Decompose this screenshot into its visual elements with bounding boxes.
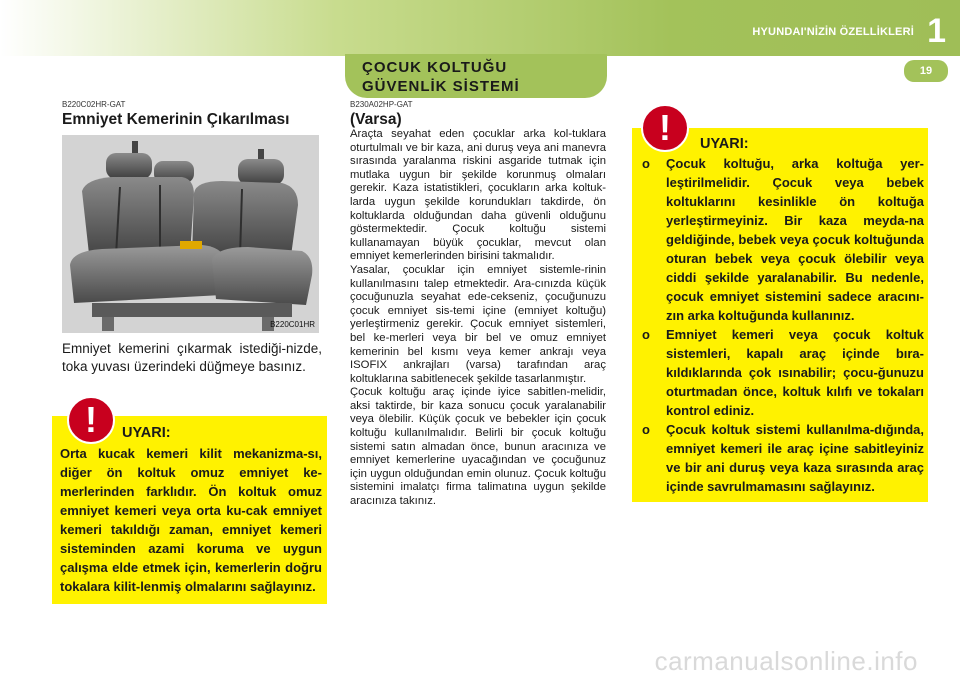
section-title (362, 58, 520, 96)
middle-section-code: B230A02HP-GAT (350, 100, 413, 109)
left-body-text: Emniyet kemerini çıkarmak istediği-nizde, toka yuvası üzerindeki düğmeye basınız. (62, 341, 322, 374)
image-caption: B220C01HR (270, 320, 315, 329)
page-number: 19 (904, 60, 948, 82)
car-seat-icon (62, 135, 319, 333)
left-section-code: B220C02HR-GAT (62, 100, 126, 109)
warning-list (640, 154, 924, 496)
list-item: o Çocuk koltuk sistemi kullanılma-dığında, emniyet kemeri ile araç içine sabitleyiniz ve bir ani duruş veya kaza sırasında araç içinde savrulmamasını sağlayınız. (640, 420, 924, 496)
right-warning-box (632, 128, 928, 502)
left-heading: Emniyet Kemerinin Çıkarılması (62, 111, 290, 128)
paragraph: Çocuk koltuğu araç içinde iyice sabitlen-melidir, aksi taktirde, bir kaza sonucu çocuk yaralanabilir veya ölebilir. Küçük çocuk ve bebekler için çocuk koltuğu kullanılmalıdır. Belirli bir çocuk koltuğu sistemi satın almadan önce, bunun aracınıza ve emniyet kemerlerine uyacağından ve çocuğunuz için uygun olduğundan emin olunuz. Çocuk koltuğu sistemini imalatçı firma talimatına uygun şekilde aracınıza takınız. (350, 386, 606, 508)
section-title-line2: GÜVENLİK SİSTEMİ (362, 78, 520, 95)
left-warning-text: Orta kucak kemeri kilit mekanizma-sı, diğer ön koltuk omuz emniyet ke-merlerinden farklıdır. Ön koltuk omuz emniyet kemeri veya orta ku-cak emniyet kemeri takıldığı zaman, emniyet kemeri sisteminden azami koruma ve uygun çalışma elde etmek için, kemerlerin doğru tokalara kilit-lenmiş olmalarını sağlayınız. (60, 446, 322, 594)
paragraph: Araçta seyahat eden çocuklar arka kol-tuklara oturtulmalı ve bir kaza, ani duruş veya ani manevra sırasında yaralanma riskini asgaride tutmak için mutlaka uygun bir şekilde korunmuş olmaları gerekir. Kaza istatistikleri, çocukların arka koltuk-larda uygun şekilde korundukları takdirde, ön koltuklarda olduğundan daha güvenli olduğunu göstermektedir. Çocuk koltuğu sistemi kullanamayan büyük çocuklar, mevcut olan emniyet kemerlerinden birisini takmalıdır. (350, 128, 606, 263)
watermark: carmanualsonline.info (654, 646, 918, 676)
paragraph: Yasalar, çocuklar için emniyet sistemle-rinin kullanılmasını talep etmektedir. Ara-cınızda küçük çocuğunuzla seyahat ede-cekseniz, çocuğunuzu çocuk emniyet sis-temi içine (emniyet koltuğu) yerleştirmeniz gerekir. Çocuk emniyet sistemleri, bel ke-merleri veya bir bel ve omuz emniyet kemerinin bel kısmı veya kemer ankrajı veya ISOFIX ankrajları (varsa) tarafından araç koltuklarına sabitlenecek şekilde tasarlanmıştır. (350, 263, 606, 385)
list-item: o Emniyet kemeri veya çocuk koltuk sistemleri, kapalı araç içinde bıra-kıldıklarında çok ısınabilir; çocu-ğunuzu oturtmadan önce, koltuk kılıfı ve tokaları kontrol ediniz. (640, 325, 924, 420)
seat-illustration (62, 135, 319, 333)
list-item: o Çocuk koltuğu, arka koltuğa yer-leştirilmelidir. Çocuk veya bebek koltuklarını kesinlikle ön koltuğa yerleştirmeyiniz. Bir kaza meyda-na geldiğinde, bebek veya çocuk koltuğunda oturan bebek veya çocuk ölebilir veya ciddi şekilde yaralanabilir. Bu nedenle, çocuk emniyet sistemini sadece aracını-zın arka koltuğunda kullanınız. (640, 154, 924, 325)
section-title-line1: ÇOCUK KOLTUĞU (362, 59, 508, 76)
left-warning-box (52, 416, 327, 604)
chapter-title: HYUNDAI'NİZİN ÖZELLİKLERİ (752, 26, 914, 38)
chapter-number: 1 (927, 12, 946, 50)
warning-icon: ! (67, 396, 115, 444)
right-warning-title: UYARI: (700, 136, 749, 152)
left-warning-title: UYARI: (122, 425, 171, 441)
warning-icon: ! (641, 104, 689, 152)
middle-heading: (Varsa) (350, 111, 402, 128)
middle-body-text (350, 128, 606, 509)
